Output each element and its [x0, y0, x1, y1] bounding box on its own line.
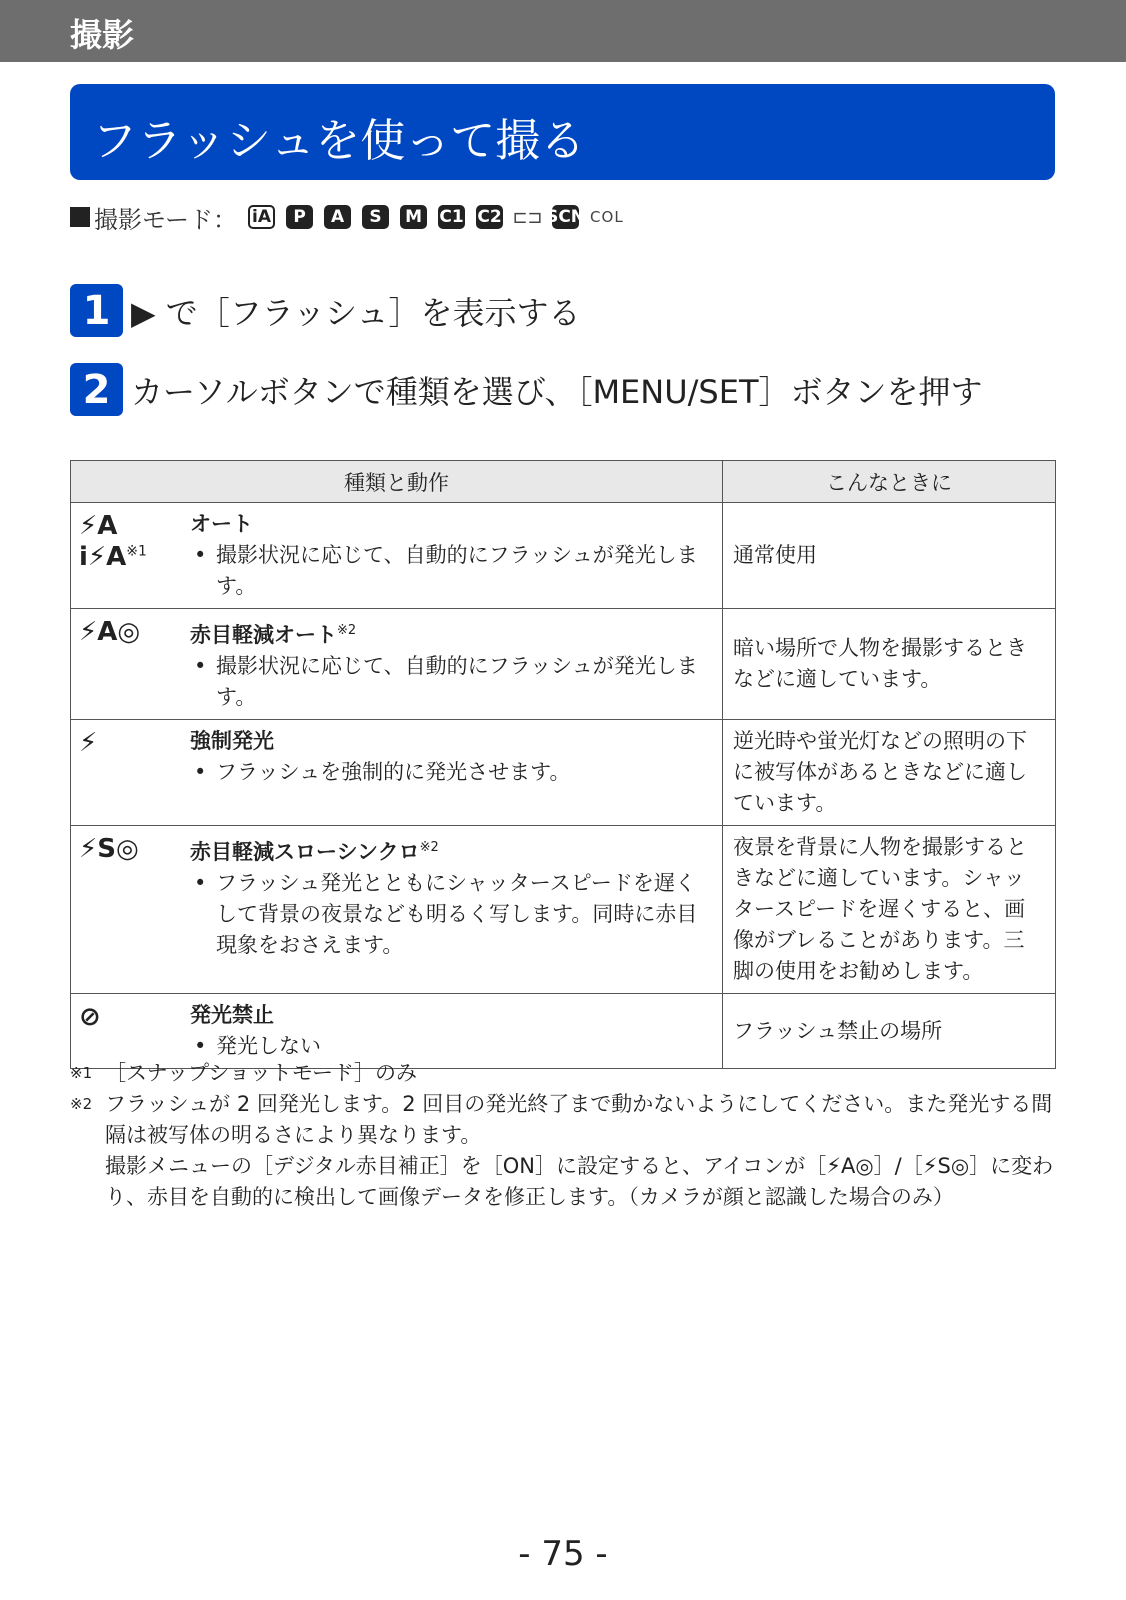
mode-s-icon: S: [362, 205, 389, 229]
usage-case: 夜景を背景に人物を撮影するときなどに適しています。シャッタースピードを遅くすると、画像がブレることがあります。三脚の使用をお勧めします。: [723, 826, 1056, 994]
mode-description: [184, 826, 723, 994]
header-type-action: 種類と動作: [71, 461, 723, 503]
mode-description: [184, 503, 723, 609]
mode-p-icon: P: [286, 205, 313, 229]
mode-detail: • 撮影状況に応じて、自動的にフラッシュが発光します。: [190, 651, 710, 713]
footnote-ref: ※2: [419, 840, 439, 855]
flash-forced-on-icon: ⚡: [71, 720, 185, 826]
flash-iauto-icon: i⚡A: [79, 542, 127, 573]
modes-label: 撮影モード：: [94, 205, 238, 234]
section-header: [0, 0, 1126, 62]
mode-m-icon: M: [400, 205, 427, 229]
usage-case: 暗い場所で人物を撮影するときなどに適しています。: [723, 609, 1056, 720]
usage-case: 逆光時や蛍光灯などの照明の下に被写体があるときなどに適しています。: [723, 720, 1056, 826]
square-bullet-icon: [70, 207, 90, 227]
mode-detail: • フラッシュを強制的に発光させます。: [190, 757, 710, 788]
table-row: [71, 826, 1056, 994]
flash-auto-icon: ⚡A $i⚡A^{※1}$: [71, 503, 185, 609]
mode-name: オート: [190, 512, 253, 536]
flash-off-icon: ⊘: [71, 994, 185, 1069]
mode-description: [184, 609, 723, 720]
flash-slow-sync-redeye-icon: ⚡S◎: [71, 826, 185, 994]
table-row: [71, 609, 1056, 720]
page-title: フラッシュを使って撮る: [92, 114, 586, 167]
footnote-2-continued: 撮影メニューの［デジタル赤目補正］を［ON］に設定すると、アイコンが［⚡A◎］/［⚡S◎］に変わり、赤目を自動的に検出して画像データを修正します。（カメラが顔と認識した場合のみ）: [105, 1154, 1054, 1209]
step-number: 1: [70, 284, 123, 337]
mode-creative-control-icon: COL: [590, 208, 624, 226]
usage-case: 通常使用: [723, 503, 1056, 609]
step-text: ▶ で［フラッシュ］を表示する: [131, 293, 581, 332]
step-text: カーソルボタンで種類を選び、［MENU/SET］ボタンを押す: [131, 372, 983, 411]
mode-name: 発光禁止: [190, 1003, 274, 1027]
table-row: [71, 720, 1056, 826]
mode-c2-icon: C2: [477, 207, 502, 227]
mode-name: 強制発光: [190, 729, 274, 753]
footnote-1: ※1 ［スナップショットモード］のみ: [70, 1061, 418, 1085]
footnotes: [70, 1058, 1060, 1213]
mode-a-icon: A: [324, 205, 351, 229]
table-header-row: [71, 461, 1056, 503]
mode-panorama-icon: ⊏⊐: [512, 206, 543, 228]
shooting-modes: [70, 201, 624, 233]
mode-detail: • 発光しない: [190, 1031, 710, 1062]
step-2: [70, 363, 983, 416]
footnote-2: ※2 フラッシュが 2 回発光します。2 回目の発光終了まで動かないようにしてください。また発光する間隔は被写体の明るさにより異なります。: [70, 1092, 1053, 1147]
mode-intelligent-auto-icon: iA: [248, 205, 275, 229]
mode-scn-icon: SCN: [546, 207, 586, 227]
mode-name: 赤目軽減スローシンクロ$^{※2}$: [190, 840, 439, 864]
footnote-ref: ※2: [337, 623, 357, 638]
mode-detail: • 撮影状況に応じて、自動的にフラッシュが発光します。: [190, 540, 710, 602]
section-title: 撮影: [70, 16, 135, 54]
usage-case: フラッシュ禁止の場所: [723, 994, 1056, 1069]
mode-name: 赤目軽減オート$^{※2}$: [190, 623, 357, 647]
step-1: [70, 284, 581, 337]
page-number: - 75 -: [518, 1534, 608, 1574]
mode-description: [184, 720, 723, 826]
footnote-ref: ※1: [126, 543, 147, 560]
mode-detail: • フラッシュ発光とともにシャッタースピードを遅くして背景の夜景なども明るく写します。同時に赤目現象をおさえます。: [190, 868, 710, 961]
flash-auto-redeye-icon: ⚡A◎: [71, 609, 185, 720]
mode-c1-icon: C1: [439, 207, 464, 227]
header-when: こんなときに: [723, 461, 1056, 503]
step-number: 2: [70, 363, 123, 416]
flash-modes-table: [70, 460, 1056, 1069]
table-row: [71, 503, 1056, 609]
page-title-box: [70, 84, 1055, 180]
